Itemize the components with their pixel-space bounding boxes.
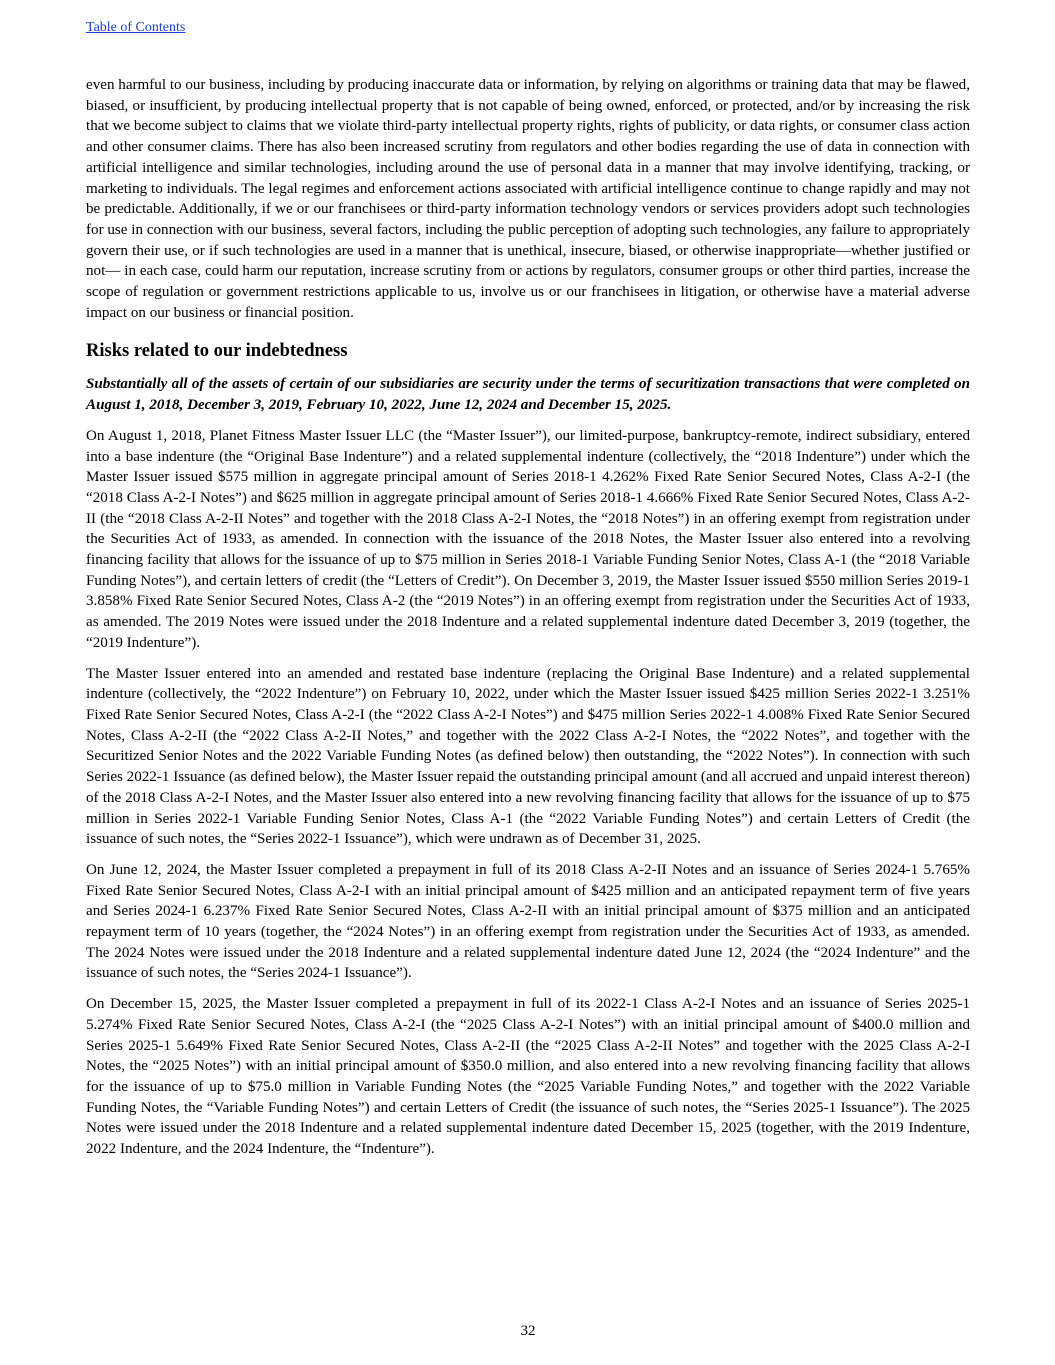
paragraph-2025-notes: On December 15, 2025, the Master Issuer completed a prepayment in full of its 2022-1 Class A-2-I Notes and an issuance of Series 2025-1 5.274% Fixed Rate Senior Secured Notes, Class A-2-I (the “2025 Class A-2-I Notes”) with an initial principal amount of $400.0 million and Series 2025-1 5.649% Fixed Rate Senior Secured Notes, Class A-2-II (the “2025 Class A-2-II Notes” and together with the 2025 Class A-2-I Notes, the “2025 Notes”) with an initial principal amount of $350.0 million, and also entered into a new revolving financing facility that allows for the issuance of up to $75.0 million in Variable Funding Notes (the “2025 Variable Funding Notes,” and together with the 2022 Variable Funding Notes, the “Variable Funding Notes”) and certain Letters of Credit (the issuance of such notes, the “Series 2025-1 Issuance”). The 2025 Notes were issued under the 2018 Indenture and a related supplemental indenture dated December 15, 2025 (together, with the 2019 Indenture, 2022 Indenture, and the 2024 Indenture, the “Indenture”). [86,996,970,1158]
risk-subheading: Substantially all of the assets of certain of our subsidiaries are security under the terms of securitization transactions that were completed on August 1, 2018, December 3, 2019, February 10, 2022, June 12, 2024 and December 15, 2025. [86,376,970,414]
body-text [86,75,970,1170]
paragraph-2018-notes: On August 1, 2018, Planet Fitness Master Issuer LLC (the “Master Issuer”), our limited-purpose, bankruptcy-remote, indirect subsidiary, entered into a base indenture (the “Original Base Indenture”) and a related supplemental indenture (collectively, the “2018 Indenture”) under which the Master Issuer issued $575 million in aggregate principal amount of Series 2018-1 4.262% Fixed Rate Senior Secured Notes, Class A-2-I (the “2018 Class A-2-I Notes”) and $625 million in aggregate principal amount of Series 2018-1 4.666% Fixed Rate Senior Secured Notes, Class A-2-II (the “2018 Class A-2-II Notes” and together with the 2018 Class A-2-I Notes, the “2018 Notes”) in an offering exempt from registration under the Securities Act of 1933, as amended. In connection with the issuance of the 2018 Notes, the Master Issuer also entered into a revolving financing facility that allows for the issuance of up to $75 million in Series 2018-1 Variable Funding Senior Notes, Class A-1 (the “2018 Variable Funding Notes”), and certain letters of credit (the “Letters of Credit”). On December 3, 2019, the Master Issuer issued $550 million Series 2019-1 3.858% Fixed Rate Senior Secured Notes, Class A-2 (the “2019 Notes”) in an offering exempt from registration under the Securities Act of 1933, as amended. The 2019 Notes were issued under the 2018 Indenture and a related supplemental indenture dated December 3, 2019 (together, the “2019 Indenture”). [86,427,970,651]
paragraph-2022-notes: The Master Issuer entered into an amended and restated base indenture (replacing the Original Base Indenture) and a related supplemental indenture (collectively, the “2022 Indenture”) on February 10, 2022, under which the Master Issuer issued $425 million Series 2022-1 3.251% Fixed Rate Senior Secured Notes, Class A-2-I (the “2022 Class A-2-I Notes”) and $475 million Series 2022-1 4.008% Fixed Rate Senior Secured Notes, Class A-2-II (the “2022 Class A-2-II Notes,” and together with the 2022 Class A-2-I Notes, the “2022 Notes”, and together with the Securitized Senior Notes and the 2022 Variable Funding Notes (as defined below) then outstanding, the “2022 Notes”). In connection with such Series 2022-1 Issuance (as defined below), the Master Issuer repaid the outstanding principal amount (and all accrued and unpaid interest thereon) of the 2018 Class A-2-I Notes, and the Master Issuer also entered into a new revolving financing facility that allows for the issuance of up to $75 million in Series 2022-1 Variable Funding Senior Notes, Class A-1 (the “2022 Variable Funding Notes”) and certain Letters of Credit (the issuance of such notes, the “Series 2022-1 Issuance”), which were undrawn as of December 31, 2025. [86,665,970,848]
page-number: 32 [520,1323,536,1339]
section-heading: Risks related to our indebtedness [86,341,348,362]
table-of-contents-link[interactable]: Table of Contents [86,20,186,35]
paragraph-2024-notes: On June 12, 2024, the Master Issuer completed a prepayment in full of its 2018 Class A-2-II Notes and an issuance of Series 2024-1 5.765% Fixed Rate Senior Secured Notes, Class A-2-I with an initial principal amount of $425 million and an anticipated repayment term of five years and Series 2024-1 6.237% Fixed Rate Senior Secured Notes, Class A-2-II with an initial principal amount of $375 million and an anticipated repayment term of 10 years (together, the “2024 Notes”) in an offering exempt from registration under the Securities Act of 1933, as amended. The 2024 Notes were issued under the 2018 Indenture and a related supplemental indenture dated June 12, 2024 (the “2024 Indenture” and the issuance of such notes, the “Series 2024-1 Issuance”). [86,861,970,982]
paragraph-ai-risk-continued: even harmful to our business, including by producing inaccurate data or information, by relying on algorithms or training data that may be flawed, biased, or insufficient, by producing intellectual property that is not capable of being owned, enforced, or protected, and/or by increasing the risk that we become subject to claims that we violate third-party intellectual property rights, rights of publicity, or data rights, or consumer class action and other consumer claims. There has also been increased scrutiny from regulators and other bodies regarding the use of data in connection with artificial intelligence and similar technologies, including around the use of personal data in a manner that may involve identifying, tracking, or marketing to individuals. The legal regimes and enforcement actions associated with artificial intelligence continue to change rapidly and may not be predictable. Additionally, if we or our franchisees or third-party information technology vendors or services providers adopt such technologies for use in connection with our business, several factors, including the public perception of adopting such technologies, any failure to appropriately govern their use, or if such technologies are used in a manner that is unethical, insecure, biased, or otherwise inappropriate—whether justified or not— in each case, could harm our reputation, increase scrutiny from or actions by regulators, consumer groups or other third parties, increase the scope of regulation or government restrictions applicable to us, involve us or our franchisees in litigation, or otherwise have a material adverse impact on our business or financial position. [86,77,971,321]
